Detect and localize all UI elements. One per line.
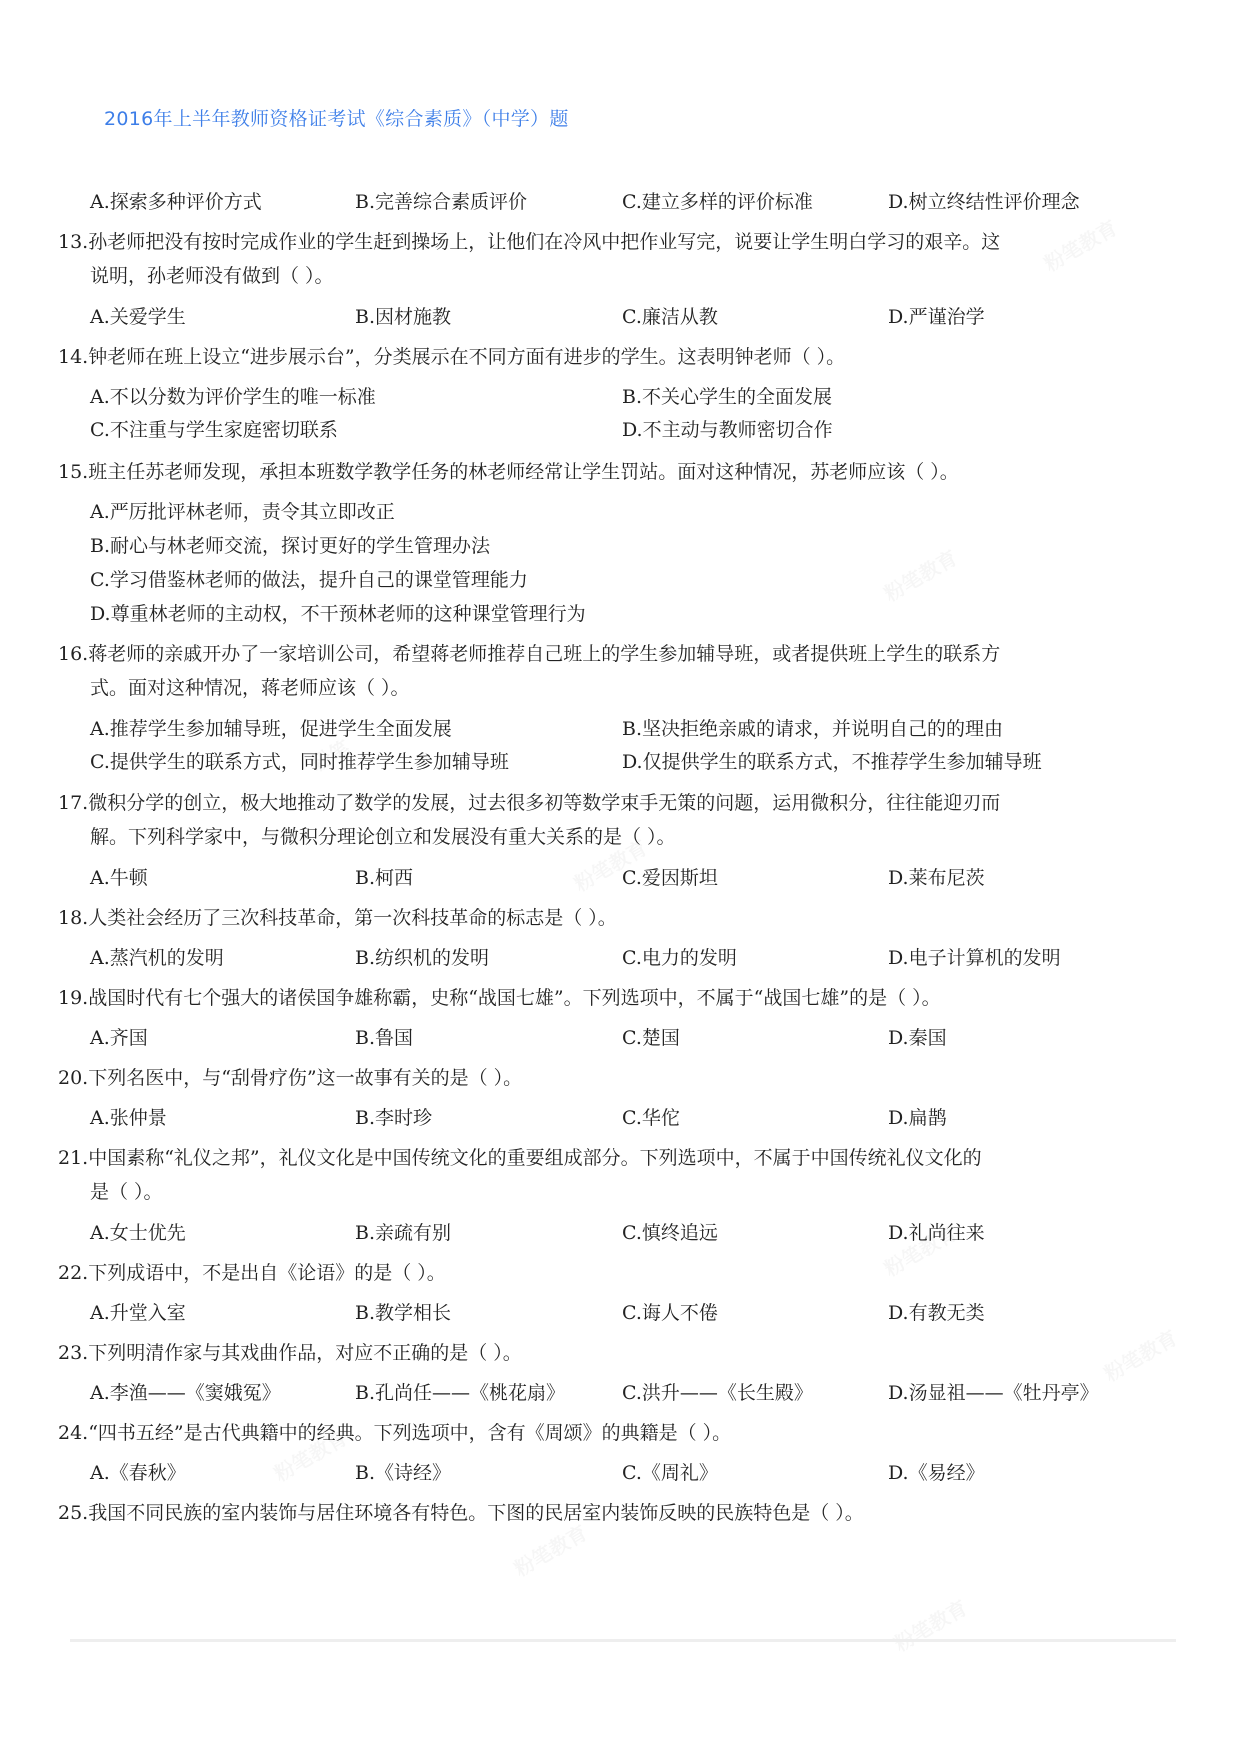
footer-divider bbox=[70, 1639, 1176, 1642]
option-d: D.不主动与教师密切合作 bbox=[622, 419, 833, 441]
option-d: D.扁鹊 bbox=[888, 1107, 947, 1129]
watermark bbox=[1038, 212, 1122, 277]
option-a: A.关爱学生 bbox=[90, 306, 186, 328]
option-b: B.《诗经》 bbox=[355, 1462, 452, 1484]
option-c: C.不注重与学生家庭密切联系 bbox=[90, 419, 338, 441]
question-text: 19.战国时代有七个强大的诸侯国争雄称霸，史称“战国七雄”。下列选项中，不属于“战国七雄”的是（ ）。 bbox=[58, 987, 941, 1009]
watermark bbox=[1098, 1322, 1182, 1387]
option-a: A.女士优先 bbox=[90, 1222, 186, 1244]
option-d: D.仅提供学生的联系方式，不推荐学生参加辅导班 bbox=[622, 751, 1042, 773]
option-b: B.鲁国 bbox=[355, 1027, 414, 1049]
option-d: D.礼尚往来 bbox=[888, 1222, 985, 1244]
question-text: 说明，孙老师没有做到（ ）。 bbox=[90, 265, 334, 287]
question-text: 13.孙老师把没有按时完成作业的学生赶到操场上，让他们在冷风中把作业写完，说要让学生明白学习的艰辛。这 bbox=[58, 231, 1001, 253]
option-b: B.耐心与林老师交流，探讨更好的学生管理办法 bbox=[90, 535, 491, 557]
option-c: C.提供学生的联系方式，同时推荐学生参加辅导班 bbox=[90, 751, 509, 773]
option-a: A.李渔——《窦娥冤》 bbox=[90, 1382, 281, 1404]
question-text: 16.蒋老师的亲戚开办了一家培训公司，希望蒋老师推荐自己班上的学生参加辅导班，或者提供班上学生的联系方 bbox=[58, 643, 1001, 665]
option-b: B.亲疏有别 bbox=[355, 1222, 452, 1244]
question-text: 24.“四书五经”是古代典籍中的经典。下列选项中，含有《周颂》的典籍是（ ）。 bbox=[58, 1422, 732, 1444]
option-b: B.纺织机的发明 bbox=[355, 947, 490, 969]
option-c: C.洪升——《长生殿》 bbox=[622, 1382, 813, 1404]
option-a: A.张仲景 bbox=[90, 1107, 167, 1129]
option-b: B.教学相长 bbox=[355, 1302, 452, 1324]
option-c: C.建立多样的评价标准 bbox=[622, 191, 813, 213]
option-d: D.秦国 bbox=[888, 1027, 947, 1049]
option-d: D.电子计算机的发明 bbox=[888, 947, 1061, 969]
option-b: B.李时珍 bbox=[355, 1107, 433, 1129]
option-d: D.严谨治学 bbox=[888, 306, 985, 328]
option-d: D.尊重林老师的主动权，不干预林老师的这种课堂管理行为 bbox=[90, 603, 586, 625]
page-title: 2016年上半年教师资格证考试《综合素质》（中学）题 bbox=[104, 108, 569, 130]
question-text: 20.下列名医中，与“刮骨疗伤”这一故事有关的是（ ）。 bbox=[58, 1067, 523, 1089]
question-text: 22.下列成语中，不是出自《论语》的是（ ）。 bbox=[58, 1262, 446, 1284]
option-a: A.不以分数为评价学生的唯一标准 bbox=[90, 386, 376, 408]
option-a: A.牛顿 bbox=[90, 867, 148, 889]
option-b: B.坚决拒绝亲戚的请求，并说明自己的的理由 bbox=[622, 718, 1004, 740]
question-text: 是（ ）。 bbox=[90, 1181, 163, 1203]
question-text: 23.下列明清作家与其戏曲作品，对应不正确的是（ ）。 bbox=[58, 1342, 522, 1364]
option-a: A.齐国 bbox=[90, 1027, 148, 1049]
watermark bbox=[508, 1517, 592, 1582]
option-a: A.《春秋》 bbox=[90, 1462, 186, 1484]
question-text: 解。下列科学家中，与微积分理论创立和发展没有重大关系的是（ ）。 bbox=[90, 826, 676, 848]
option-b: B.柯西 bbox=[355, 867, 414, 889]
option-d: D.有教无类 bbox=[888, 1302, 985, 1324]
option-d: D.莱布尼茨 bbox=[888, 867, 985, 889]
question-text: 21.中国素称“礼仪之邦”，礼仪文化是中国传统文化的重要组成部分。下列选项中，不属于中国传统礼仪文化的 bbox=[58, 1147, 982, 1169]
question-text: 式。面对这种情况，蒋老师应该（ ）。 bbox=[90, 677, 410, 699]
watermark bbox=[878, 542, 962, 607]
option-a: A.严厉批评林老师，责令其立即改正 bbox=[90, 501, 395, 523]
option-a: A.探索多种评价方式 bbox=[90, 191, 262, 213]
option-b: B.完善综合素质评价 bbox=[355, 191, 528, 213]
question-text: 14.钟老师在班上设立“进步展示台”，分类展示在不同方面有进步的学生。这表明钟老师（ ）。 bbox=[58, 346, 846, 368]
option-a: A.推荐学生参加辅导班，促进学生全面发展 bbox=[90, 718, 452, 740]
question-text: 18.人类社会经历了三次科技革命，第一次科技革命的标志是（ ）。 bbox=[58, 907, 617, 929]
option-c: C.电力的发明 bbox=[622, 947, 737, 969]
option-c: C.爱因斯坦 bbox=[622, 867, 718, 889]
option-c: C.诲人不倦 bbox=[622, 1302, 718, 1324]
question-text: 25.我国不同民族的室内装饰与居住环境各有特色。下图的民居室内装饰反映的民族特色是（ ）。 bbox=[58, 1502, 864, 1524]
option-b: B.不关心学生的全面发展 bbox=[622, 386, 833, 408]
option-d: D.树立终结性评价理念 bbox=[888, 191, 1080, 213]
option-d: D.汤显祖——《牡丹亭》 bbox=[888, 1382, 1099, 1404]
question-text: 15.班主任苏老师发现，承担本班数学教学任务的林老师经常让学生罚站。面对这种情况，苏老师应该（ ）。 bbox=[58, 461, 959, 483]
option-c: C.《周礼》 bbox=[622, 1462, 718, 1484]
option-c: C.楚国 bbox=[622, 1027, 680, 1049]
option-b: B.因材施教 bbox=[355, 306, 452, 328]
option-a: A.升堂入室 bbox=[90, 1302, 186, 1324]
option-c: C.廉洁从教 bbox=[622, 306, 718, 328]
option-b: B.孔尚任——《桃花扇》 bbox=[355, 1382, 566, 1404]
option-c: C.华佗 bbox=[622, 1107, 680, 1129]
watermark bbox=[888, 1592, 972, 1657]
option-c: C.慎终追远 bbox=[622, 1222, 718, 1244]
option-d: D.《易经》 bbox=[888, 1462, 985, 1484]
option-a: A.蒸汽机的发明 bbox=[90, 947, 224, 969]
question-text: 17.微积分学的创立，极大地推动了数学的发展，过去很多初等数学束手无策的问题，运用微积分，往往能迎刃而 bbox=[58, 792, 1001, 814]
option-c: C.学习借鉴林老师的做法，提升自己的课堂管理能力 bbox=[90, 569, 528, 591]
